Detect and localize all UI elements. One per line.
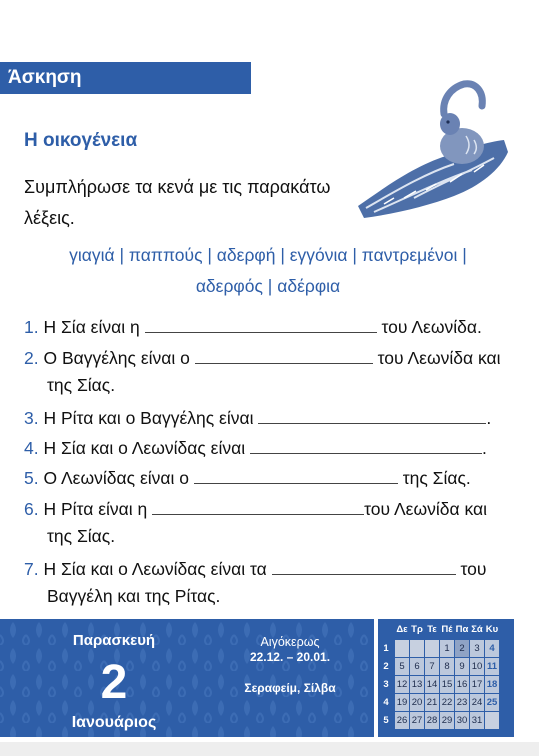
calendar-day: 6 bbox=[410, 658, 425, 676]
week-number: 3 bbox=[383, 679, 389, 690]
zodiac-sign: Αιγόκερως bbox=[260, 635, 320, 649]
calendar-day: 3 bbox=[470, 640, 485, 658]
calendar-day: 11 bbox=[485, 658, 500, 676]
answer-blank[interactable] bbox=[250, 435, 482, 454]
week-number: 1 bbox=[383, 643, 389, 654]
answer-blank[interactable] bbox=[258, 405, 486, 424]
question-4 bbox=[24, 435, 487, 459]
question-text: Η Σία και ο Λεωνίδας είναι τα bbox=[43, 559, 267, 579]
question-1 bbox=[24, 314, 482, 338]
name-days: Σεραφείμ, Σίλβα bbox=[244, 681, 336, 695]
calendar-day: 7 bbox=[425, 658, 440, 676]
calendar-day: 25 bbox=[485, 694, 500, 712]
calendar-day: 5 bbox=[395, 658, 410, 676]
question-text: του Λεωνίδα και bbox=[377, 348, 501, 368]
answer-blank[interactable] bbox=[272, 556, 456, 575]
calendar-day: 18 bbox=[485, 676, 500, 694]
question-6 bbox=[24, 496, 487, 520]
question-text: Ο Βαγγέλης είναι ο bbox=[43, 348, 190, 368]
question-text: της Σίας. bbox=[402, 468, 471, 488]
day-number: 2 bbox=[100, 656, 128, 709]
instructions-text: Συμπλήρωσε τα κενά με τις παρακάτω λέξεις. bbox=[24, 177, 331, 228]
calendar-day bbox=[425, 640, 440, 658]
calendar-day: 8 bbox=[440, 658, 455, 676]
mini-calendar bbox=[378, 619, 514, 737]
calendar-day: 21 bbox=[425, 694, 440, 712]
calendar-day: 10 bbox=[470, 658, 485, 676]
answer-blank[interactable] bbox=[145, 314, 377, 333]
question-number: 6. bbox=[24, 499, 39, 519]
answer-blank[interactable] bbox=[152, 496, 364, 515]
calendar-table bbox=[378, 619, 500, 730]
section-title: Άσκηση bbox=[8, 67, 82, 88]
calendar-day: 29 bbox=[440, 712, 455, 730]
calendar-day: 31 bbox=[470, 712, 485, 730]
calendar-day: 23 bbox=[455, 694, 470, 712]
question-number: 4. bbox=[24, 438, 39, 458]
question-text: Η Ρίτα και ο Βαγγέλης είναι bbox=[43, 408, 254, 428]
question-7 bbox=[24, 556, 486, 580]
question-text: του Λεωνίδα και bbox=[364, 499, 488, 519]
calendar-day: 26 bbox=[395, 712, 410, 730]
zodiac-dates: 22.12. – 20.01. bbox=[249, 650, 331, 664]
calendar-day bbox=[395, 640, 410, 658]
question-7-continuation: Βαγγέλη και της Ρίτας. bbox=[47, 586, 221, 606]
calendar-day: 22 bbox=[440, 694, 455, 712]
word-bank-line: γιαγιά | παππούς | αδερφή | εγγόνια | παντρεμένοι | bbox=[69, 245, 467, 265]
question-2 bbox=[24, 345, 501, 369]
exercise-subtitle: Η οικογένεια bbox=[24, 130, 138, 151]
question-text: του bbox=[460, 559, 487, 579]
page-bottom-edge bbox=[0, 742, 539, 756]
week-number: 5 bbox=[383, 715, 389, 726]
word-bank bbox=[24, 240, 512, 302]
question-number: 2. bbox=[24, 348, 39, 368]
date-panel bbox=[0, 619, 374, 737]
weekday-header: Σά bbox=[471, 623, 483, 635]
question-number: 7. bbox=[24, 559, 39, 579]
word-bank-line: αδερφός | αδέρφια bbox=[195, 276, 341, 296]
section-header bbox=[0, 62, 251, 94]
question-2-continuation: της Σίας. bbox=[47, 375, 116, 395]
calendar-day: 17 bbox=[470, 676, 485, 694]
question-text: Η Ρίτα είναι η bbox=[43, 499, 148, 519]
question-text: Ο Λεωνίδας είναι ο bbox=[43, 468, 189, 488]
calendar-day: 15 bbox=[440, 676, 455, 694]
week-number: 4 bbox=[383, 697, 389, 708]
calendar-day bbox=[485, 712, 500, 730]
question-3 bbox=[24, 405, 491, 429]
question-text: . bbox=[481, 438, 487, 458]
calendar-day: 16 bbox=[455, 676, 470, 694]
day-name: Παρασκευή bbox=[72, 632, 156, 649]
calendar-day: 13 bbox=[410, 676, 425, 694]
calendar-day-today: 2 bbox=[455, 640, 470, 658]
weekday-header: Πα bbox=[455, 623, 469, 635]
question-6-continuation: της Σίας. bbox=[47, 526, 116, 546]
question-text: Η Σία και ο Λεωνίδας είναι bbox=[43, 438, 246, 458]
calendar-day: 1 bbox=[440, 640, 455, 658]
weekday-header: Δε bbox=[396, 623, 408, 635]
question-text: Η Σία είναι η bbox=[43, 317, 140, 337]
calendar-day: 12 bbox=[395, 676, 410, 694]
weekday-header: Τρ bbox=[411, 623, 423, 635]
question-number: 3. bbox=[24, 408, 39, 428]
calendar-day bbox=[410, 640, 425, 658]
calendar-day: 20 bbox=[410, 694, 425, 712]
calendar-day: 9 bbox=[455, 658, 470, 676]
calendar-day: 27 bbox=[410, 712, 425, 730]
calendar-day: 19 bbox=[395, 694, 410, 712]
question-number: 5. bbox=[24, 468, 39, 488]
question-text: . bbox=[486, 408, 492, 428]
weekday-header: Τε bbox=[427, 623, 437, 635]
calendar-day: 4 bbox=[485, 640, 500, 658]
question-number: 1. bbox=[24, 317, 39, 337]
week-number: 2 bbox=[383, 661, 389, 672]
calendar-day: 30 bbox=[455, 712, 470, 730]
weekday-header: Κυ bbox=[485, 623, 499, 635]
calendar-day: 24 bbox=[470, 694, 485, 712]
question-text: του Λεωνίδα. bbox=[381, 317, 482, 337]
month-name: Ιανουάριος bbox=[71, 714, 157, 731]
calendar-day: 28 bbox=[425, 712, 440, 730]
calendar-corner bbox=[378, 619, 395, 640]
question-5 bbox=[24, 465, 471, 489]
answer-blank[interactable] bbox=[194, 465, 398, 484]
seal-on-rock-illustration bbox=[354, 78, 510, 224]
calendar-day: 14 bbox=[425, 676, 440, 694]
answer-blank[interactable] bbox=[195, 345, 373, 364]
weekday-header: Πέ bbox=[441, 623, 453, 635]
